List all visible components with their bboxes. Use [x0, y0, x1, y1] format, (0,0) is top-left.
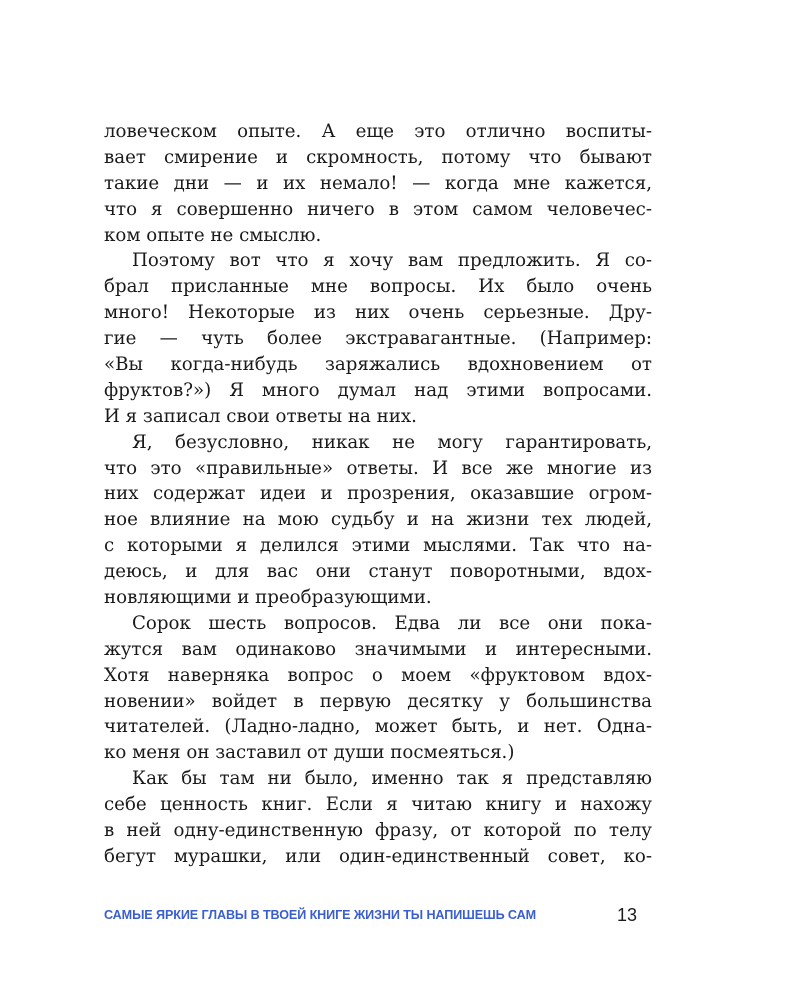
text-line: ное влияние на мою судьбу и на жизни тех людей,: [104, 509, 652, 531]
text-line: себе ценность книг. Если я читаю книгу и нахожу: [104, 794, 652, 816]
paragraph-first-line: Сорок шесть вопросов. Едва ли все они пока-: [132, 612, 652, 634]
text-line: брал присланные мне вопросы. Их было очень: [104, 276, 652, 298]
text-line: Хотя наверняка вопрос о моем «фруктовом вдох-: [104, 664, 652, 686]
text-line: фруктов?») Я много думал над этими вопросами.: [104, 379, 652, 401]
page-number: 13: [617, 905, 638, 925]
paragraph-first-line: Поэтому вот что я хочу вам предложить. Я со-: [132, 250, 652, 272]
text-line: жутся вам одинаково значимыми и интересными.: [104, 638, 652, 660]
text-line: много! Некоторые из них очень серьезные. Дру-: [104, 302, 652, 324]
text-line: ком опыте не смыслю.: [104, 224, 322, 246]
paragraph-first-line: Я, безусловно, никак не могу гарантировать,: [132, 431, 652, 453]
text-line: что это «правильные» ответы. И все же многие из: [104, 457, 652, 479]
text-line: них содержат идеи и прозрения, оказавшие огром-: [104, 483, 652, 505]
text-line: гие — чуть более экстравагантные. (Например:: [104, 328, 652, 350]
text-line: с которыми я делился этими мыслями. Так что на-: [104, 535, 652, 557]
text-line: читателей. (Ладно-ладно, может быть, и нет. Одна-: [104, 716, 652, 738]
running-head: САМЫЕ ЯРКИЕ ГЛАВЫ В ТВОЕЙ КНИГЕ ЖИЗНИ ТЫ НАПИШЕШЬ САМ: [104, 908, 536, 922]
paragraph-first-line: Как бы там ни было, именно так я представляю: [132, 768, 652, 790]
text-line: ловеческом опыте. А еще это отлично воспиты-: [104, 121, 652, 142]
text-line: ко меня он заставил от души посмеяться.): [104, 742, 515, 764]
text-line: вает смирение и скромность, потому что бывают: [104, 146, 652, 168]
text-line: «Вы когда-нибудь заряжались вдохновением от: [104, 354, 652, 376]
text-line: что я совершенно ничего в этом самом человечес-: [104, 198, 652, 220]
text-line: такие дни — и их немало! — когда мне кажется,: [104, 172, 652, 194]
text-line: в ней одну-единственную фразу, от которой по телу: [104, 820, 652, 842]
body-text: [104, 119, 652, 870]
text-line: деюсь, и для вас они станут поворотными, вдох-: [104, 561, 652, 583]
page-footer: [104, 905, 652, 927]
text-line: бегут мурашки, или один-единственный совет, ко-: [104, 845, 652, 867]
text-line: И я записал свои ответы на них.: [104, 405, 417, 427]
text-line: новении» войдет в первую десятку у большинства: [104, 690, 652, 712]
text-line: новляющими и преобразующими.: [104, 587, 432, 609]
